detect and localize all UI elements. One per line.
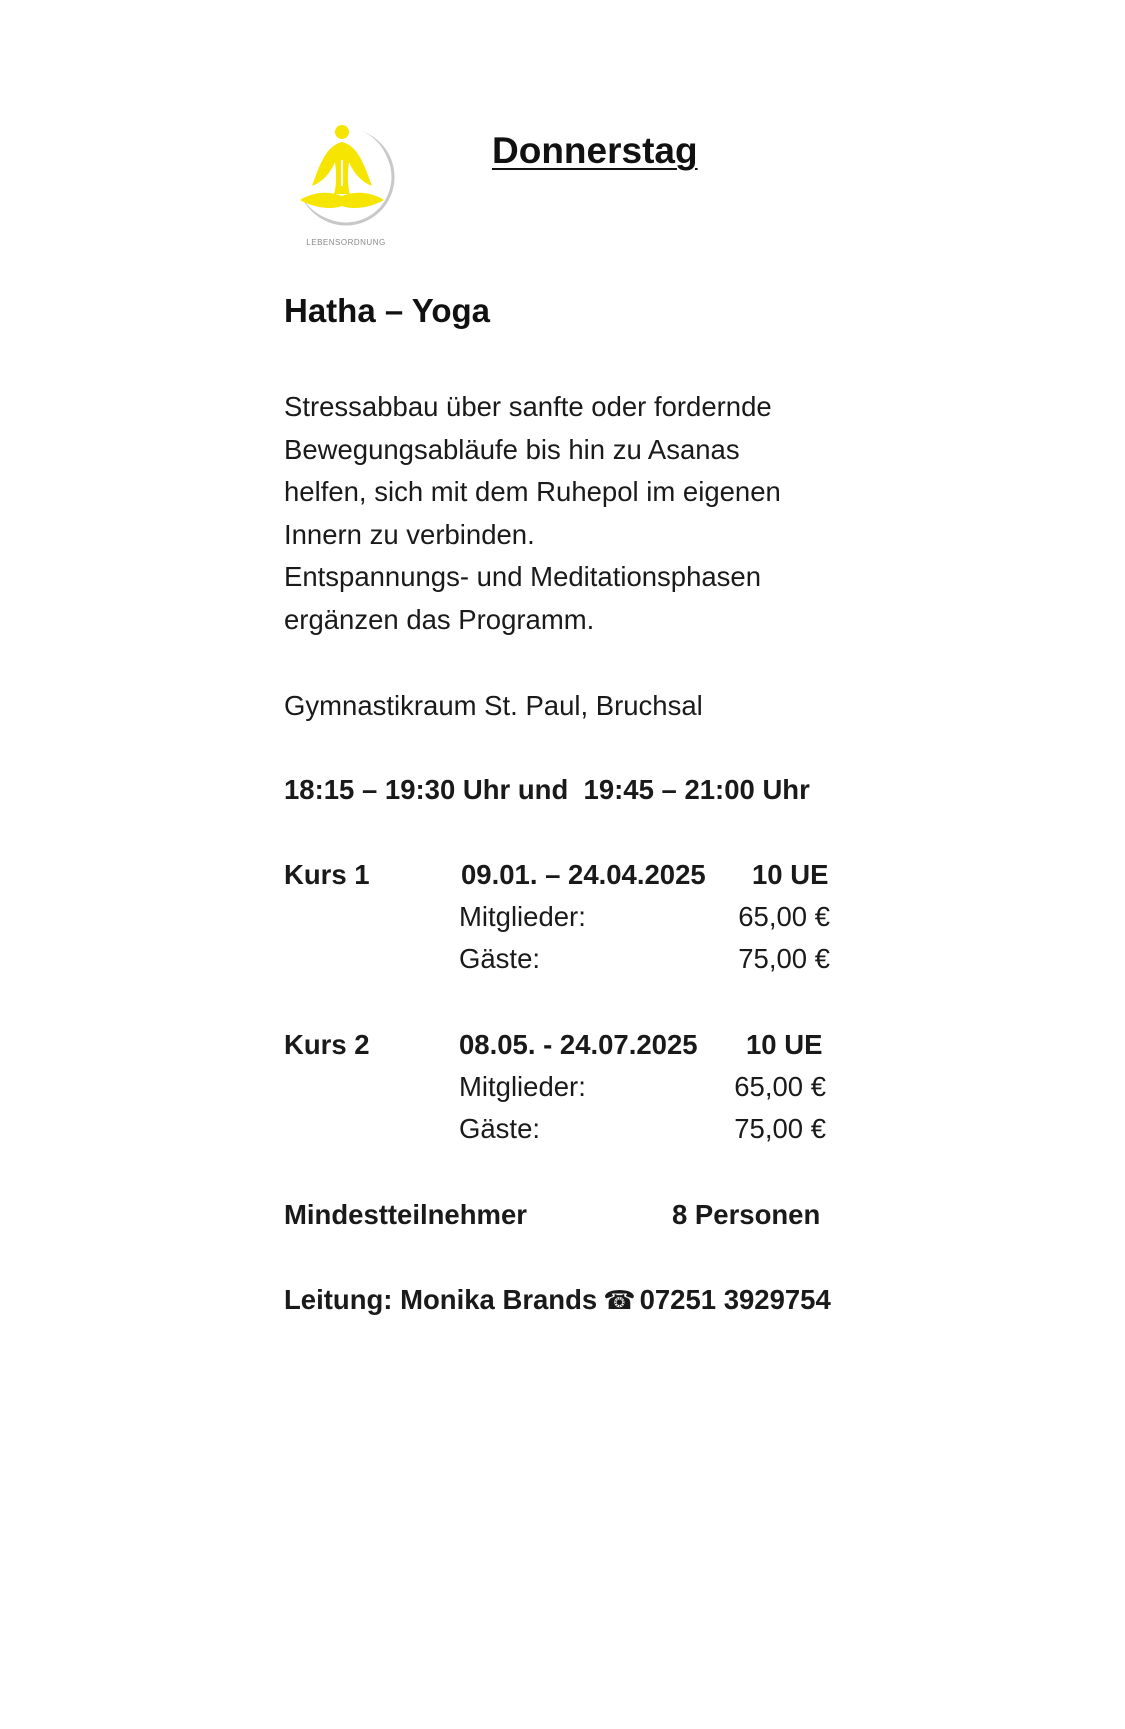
course-1-label: Kurs 1 <box>284 859 370 890</box>
course-2-units: 10 UE <box>746 1029 823 1060</box>
description-line: Bewegungsabläufe bis hin zu Asanas <box>284 433 740 465</box>
logo-caption: LEBENSORDNUNG <box>306 238 386 247</box>
course-times: 18:15 – 19:30 Uhr und 19:45 – 21:00 Uhr <box>284 774 810 805</box>
course-2-guests-price: 75,00 € <box>734 1113 826 1144</box>
course-2-guests-label: Gäste: <box>459 1113 541 1144</box>
course-1-units: 10 UE <box>752 859 829 890</box>
lebensordnung-logo <box>286 120 406 260</box>
course-2-label: Kurs 2 <box>284 1029 370 1060</box>
meditation-figure-icon <box>286 120 406 238</box>
location: Gymnastikraum St. Paul, Bruchsal <box>284 690 703 721</box>
course-description <box>284 386 924 641</box>
description-line: Stressabbau über sanfte oder fordernde <box>284 391 772 422</box>
course-title: Hatha – Yoga <box>284 292 491 329</box>
course-2-dates: 08.05. - 24.07.2025 <box>459 1029 698 1060</box>
minimum-participants-label: Mindestteilnehmer <box>284 1199 527 1230</box>
minimum-participants-value: 8 Personen <box>672 1199 821 1230</box>
course-1-members-label: Mitglieder: <box>459 901 586 932</box>
course-2-members-price: 65,00 € <box>734 1071 826 1102</box>
course-2-members-label: Mitglieder: <box>459 1071 586 1102</box>
description-line: Innern zu verbinden. <box>284 518 535 550</box>
telephone-icon: ☎ <box>603 1285 636 1315</box>
description-line: helfen, sich mit dem Ruhepol im eigenen <box>284 476 781 507</box>
contact-line <box>284 1280 831 1320</box>
page-title: Donnerstag <box>492 130 698 171</box>
course-1-dates: 09.01. – 24.04.2025 <box>461 859 706 890</box>
course-1-guests-label: Gäste: <box>459 943 541 974</box>
instructor-name: Leitung: Monika Brands <box>284 1284 598 1315</box>
description-line: Entspannungs- und Meditationsphasen <box>284 561 762 592</box>
course-1-guests-price: 75,00 € <box>738 943 830 974</box>
description-line: ergänzen das Programm. <box>284 603 595 635</box>
course-1-members-price: 65,00 € <box>738 901 830 932</box>
phone-number[interactable]: 07251 3929754 <box>639 1284 831 1315</box>
